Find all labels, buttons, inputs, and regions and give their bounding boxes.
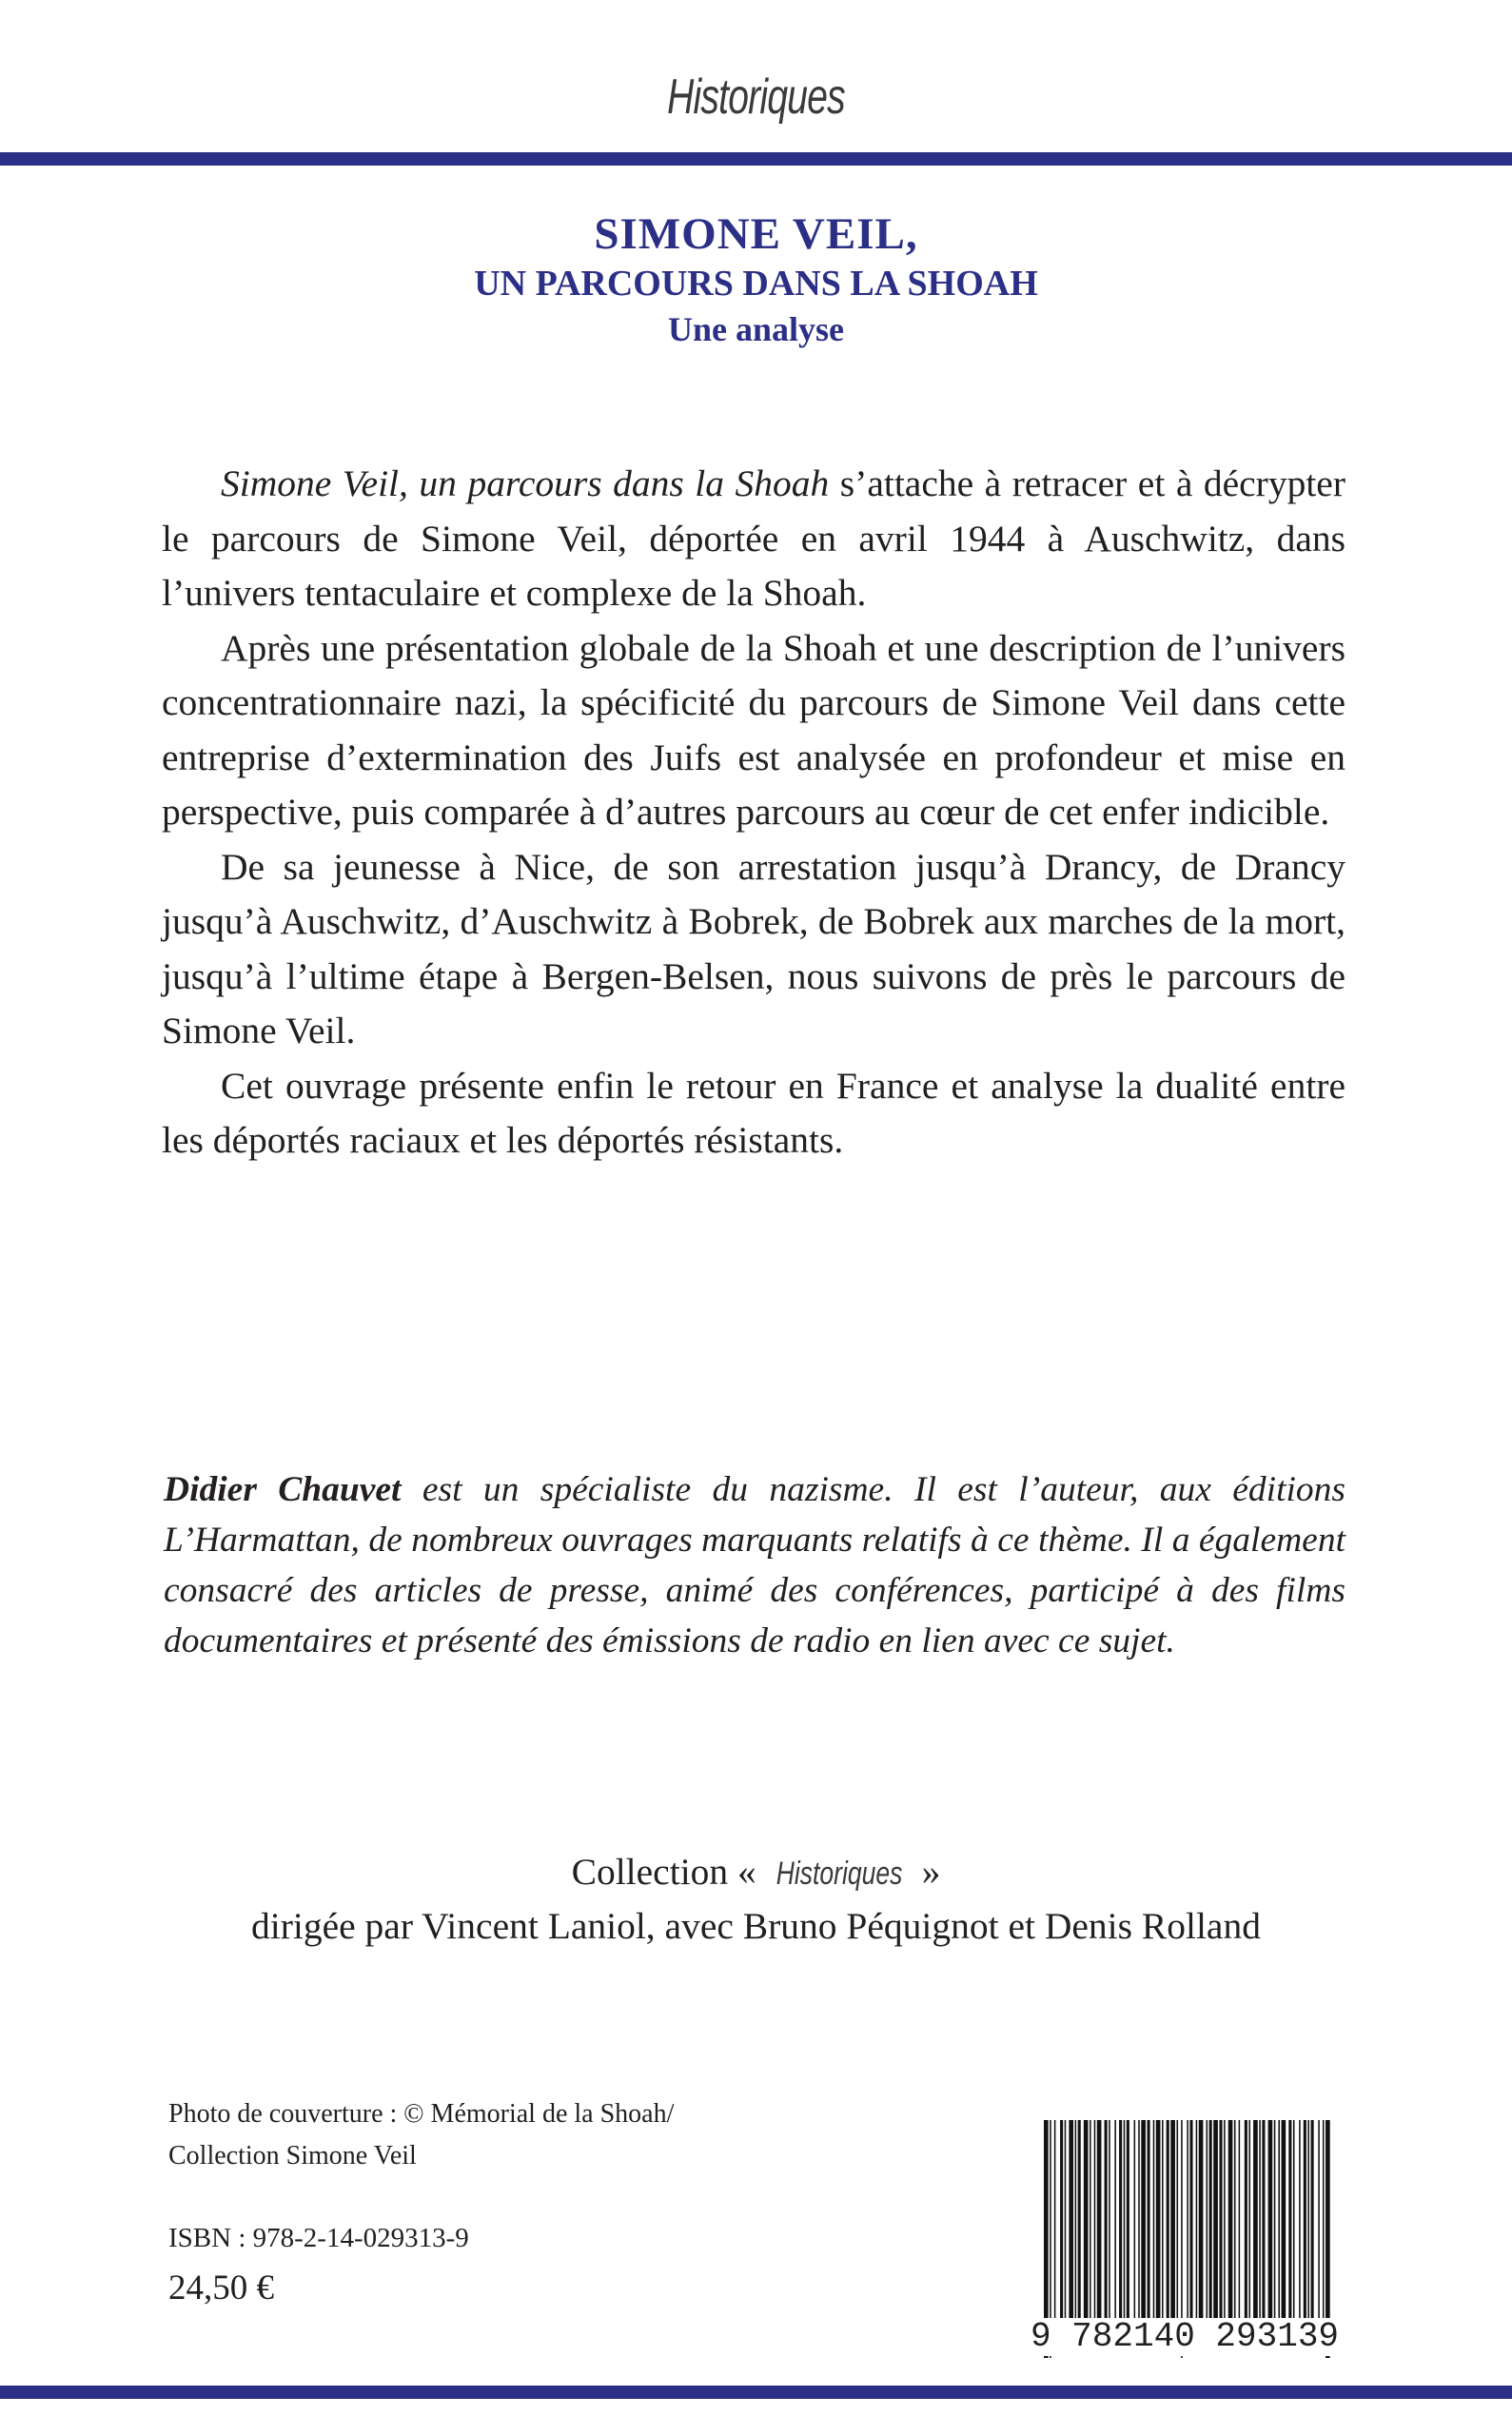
barcode-bar <box>1248 2120 1250 2322</box>
barcode-bar <box>1124 2120 1126 2322</box>
photo-credit-line-2: Collection Simone Veil <box>168 2141 417 2170</box>
barcode-bar <box>1199 2120 1204 2322</box>
barcode-bar <box>1209 2120 1212 2322</box>
barcode-bar <box>1293 2120 1295 2322</box>
title-block <box>0 207 1512 352</box>
barcode-bar <box>1170 2120 1175 2322</box>
barcode-bar <box>1219 2120 1222 2322</box>
barcode-bar <box>1234 2120 1236 2322</box>
barcode-bar <box>1162 2120 1164 2322</box>
barcode-bar <box>1274 2120 1276 2322</box>
barcode-bar <box>1196 2120 1198 2322</box>
barcode-bar <box>1075 2120 1077 2322</box>
collection-directors: dirigée par Vincent Laniol, avec Bruno Péquignot et Denis Rolland <box>251 1905 1261 1947</box>
barcode-bar <box>1262 2120 1265 2322</box>
barcode-bar <box>1239 2120 1241 2322</box>
series-logo-top: Historiques <box>667 69 845 125</box>
barcode-bar <box>1253 2120 1258 2322</box>
barcode-bar <box>1069 2120 1073 2322</box>
barcode-bar <box>1304 2120 1306 2322</box>
photo-credit-line-1: Photo de couverture : © Mémorial de la Shoah/ <box>168 2099 675 2129</box>
barcode-bar <box>1097 2120 1102 2322</box>
barcode-bar <box>1299 2120 1301 2322</box>
isbn: ISBN : 978-2-14-029313-9 <box>168 2223 469 2253</box>
barcode-bar <box>1114 2120 1116 2322</box>
barcode-bar <box>1065 2120 1067 2322</box>
collection-line <box>0 1846 1512 1900</box>
barcode-bar <box>1213 2120 1218 2322</box>
barcode-bar <box>1268 2120 1273 2322</box>
barcode-bar <box>1323 2120 1325 2322</box>
barcode-bar <box>1141 2120 1146 2322</box>
summary-paragraph-3: De sa jeunesse à Nice, de son arrestation jusqu’à Drancy, de Drancy jusqu’à Auschwitz, d’Auschwitz à Bobrek, de Bobrek aux marches de la mort, jusqu’à l’ultime étape à Bergen-Belsen, nous suivons de près le parcours de Simone Veil. <box>162 845 1345 1051</box>
summary-paragraph-1 <box>162 457 1345 621</box>
bottom-rule <box>0 2386 1512 2399</box>
barcode-bar <box>1054 2120 1056 2322</box>
barcode-bar <box>1156 2120 1161 2322</box>
barcode-bar <box>1084 2120 1089 2322</box>
summary-p1-rest: s’attache à retracer et à décrypter le parcours de Simone Veil, déportée en avril 1944 à Auschwitz, dans l’univers tentaculaire et complexe de la Shoah. <box>162 462 1345 614</box>
summary-paragraph-2: Après une présentation globale de la Shoah et une description de l’univers concentrationnaire nazi, la spécificité du parcours de Simone Veil dans cette entreprise d’extermination des Juifs est analysée en profondeur et mise en perspective, puis comparée à d’autres parcours au cœur de cet enfer indicible. <box>162 626 1345 833</box>
collection-suffix: » <box>921 1851 941 1893</box>
barcode-bar <box>1177 2120 1179 2322</box>
barcode-bar <box>1318 2120 1320 2322</box>
barcode-bar <box>1148 2120 1150 2322</box>
collection-info <box>0 1846 1512 1953</box>
barcode-bar <box>1134 2120 1136 2322</box>
barcode-bar <box>1278 2120 1280 2322</box>
barcode-bar <box>1189 2120 1192 2322</box>
barcode-bar <box>1259 2120 1261 2322</box>
summary-title-italic: Simone Veil, un parcours dans la Shoah <box>221 462 830 504</box>
barcode-bar <box>1224 2120 1226 2322</box>
series-logo-inline: Historiques <box>776 1856 903 1892</box>
summary-paragraph-4: Cet ouvrage présente enfin le retour en France et analyse la dualité entre les déportés raciaux et les déportés résistants. <box>162 1064 1345 1161</box>
barcode-bar <box>1078 2120 1081 2322</box>
collection-prefix: Collection « <box>571 1851 756 1893</box>
barcode-bar <box>1288 2120 1291 2322</box>
author-bio <box>164 1464 1345 1666</box>
price: 24,50 € <box>168 2269 274 2308</box>
barcode-digits: 9 782140 293139 <box>1023 2318 1346 2356</box>
author-name: Didier Chauvet <box>164 1470 402 1509</box>
barcode-bar <box>1187 2120 1188 2322</box>
summary-text <box>162 457 1345 1169</box>
barcode-bar <box>1153 2120 1155 2322</box>
book-title: SIMONE VEIL, <box>594 209 918 259</box>
barcode-bar <box>1307 2120 1309 2322</box>
barcode-bar <box>1060 2120 1063 2322</box>
barcode-bar <box>1282 2120 1286 2322</box>
book-tagline: Une analyse <box>667 310 844 348</box>
photo-credits <box>168 2093 674 2177</box>
barcode-bar <box>1228 2120 1233 2322</box>
barcode-bar <box>1119 2120 1122 2322</box>
barcode-bar <box>1094 2120 1096 2322</box>
barcode-bar <box>1090 2120 1091 2322</box>
barcode-bar <box>1127 2120 1129 2322</box>
barcode-bar <box>1105 2120 1108 2322</box>
barcode-bar <box>1167 2120 1169 2322</box>
author-bio-text: est un spécialiste du nazisme. Il est l’auteur, aux éditions L’Harmattan, de nombreux ouvrages marquants relatifs à ce thème. Il a également consacré des articles de presse, animé des conférences, participé à des films documentaires et présenté des émissions de radio en lien avec ce sujet. <box>164 1470 1346 1660</box>
barcode-bar <box>1109 2120 1110 2322</box>
top-rule <box>0 152 1512 166</box>
barcode-bar <box>1207 2120 1208 2322</box>
book-subtitle: UN PARCOURS DANS LA SHOAH <box>474 264 1038 304</box>
barcode-bar <box>1311 2120 1314 2322</box>
barcode-bar <box>1245 2120 1247 2322</box>
barcode-bar <box>1138 2120 1140 2322</box>
